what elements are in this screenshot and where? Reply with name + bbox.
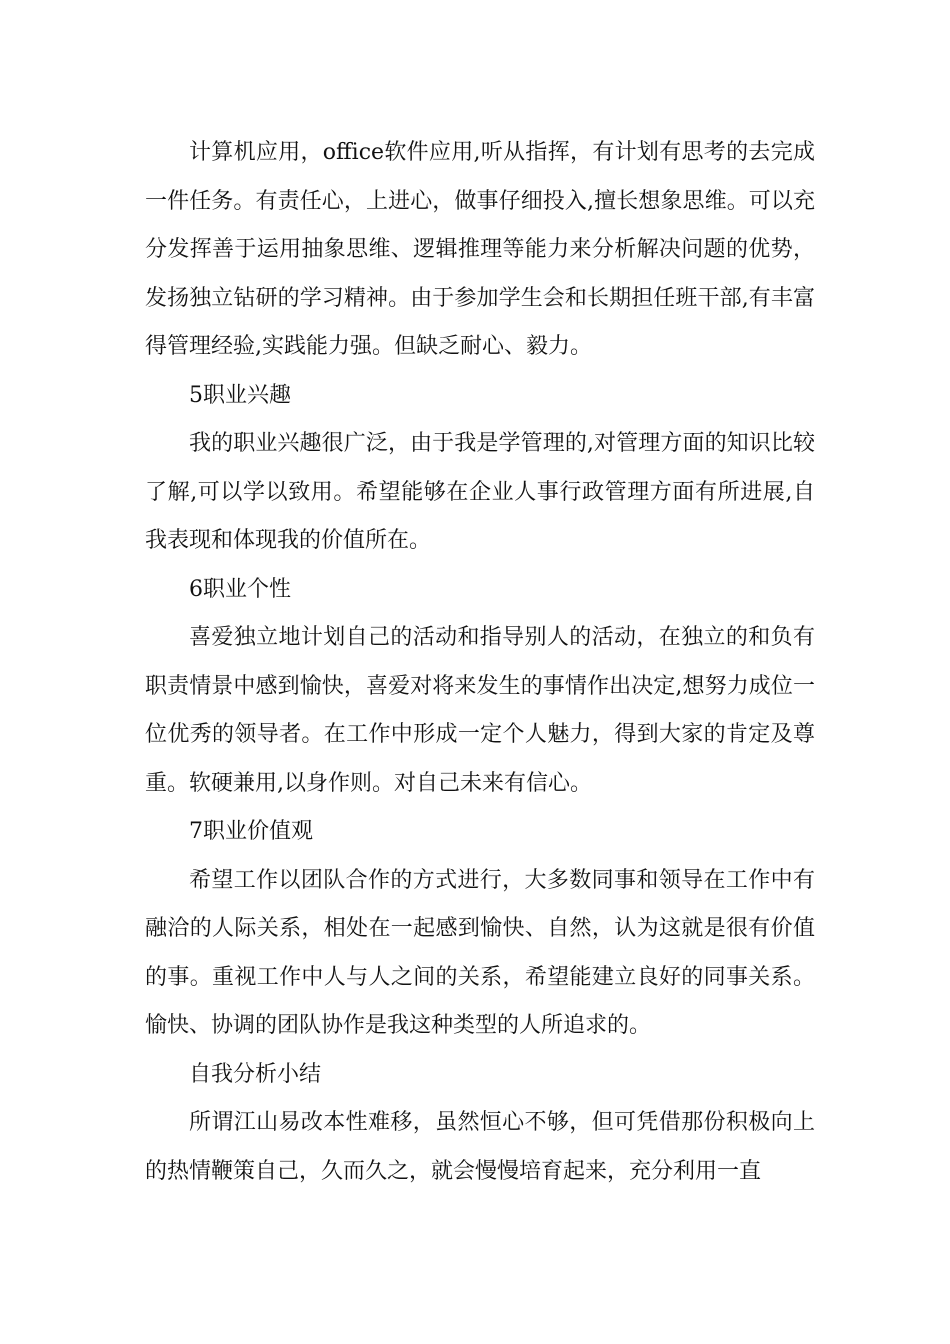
paragraph-career-interest: 我的职业兴趣很广泛，由于我是学管理的,对管理方面的知识比较了解,可以学以致用。希望能够在企业人事行政管理方面有所进展,自我表现和体现我的价值所在。 [145,431,815,553]
document-body [145,129,815,1196]
paragraph-career-personality: 喜爱独立地计划自己的活动和指导别人的活动，在独立的和负有职责情景中感到愉快，喜爱对将来发生的事情作出决定,想努力成位一位优秀的领导者。在工作中形成一定个人魅力，得到大家的肯定及尊重。软硬兼用,以身作则。对自己未来有信心。 [145,625,815,796]
heading-career-personality: 6职业个性 [189,576,291,602]
paragraph-career-values: 希望工作以团队合作的方式进行，大多数同事和领导在工作中有融洽的人际关系，相处在一起感到愉快、自然，认为这就是很有价值的事。重视工作中人与人之间的关系，希望能建立良好的同事关系。愉快、协调的团队协作是我这种类型的人所追求的。 [145,867,815,1038]
paragraph-skills: 计算机应用，office软件应用,听从指挥，有计划有思考的去完成一件任务。有责任心，上进心，做事仔细投入,擅长想象思维。可以充分发挥善于运用抽象思维、逻辑推理等能力来分析解决问题的优势，发扬独立钻研的学习精神。由于参加学生会和长期担任班干部,有丰富得管理经验,实践能力强。但缺乏耐心、毅力。 [145,140,815,359]
paragraph-self-analysis-summary: 所谓江山易改本性难移，虽然恒心不够，但可凭借那份积极向上的热情鞭策自己，久而久之，就会慢慢培育起来，充分利用一直 [145,1110,815,1184]
heading-career-interest: 5职业兴趣 [189,382,291,408]
heading-career-values: 7职业价值观 [189,819,313,844]
heading-self-analysis-summary: 自我分析小结 [189,1061,322,1087]
